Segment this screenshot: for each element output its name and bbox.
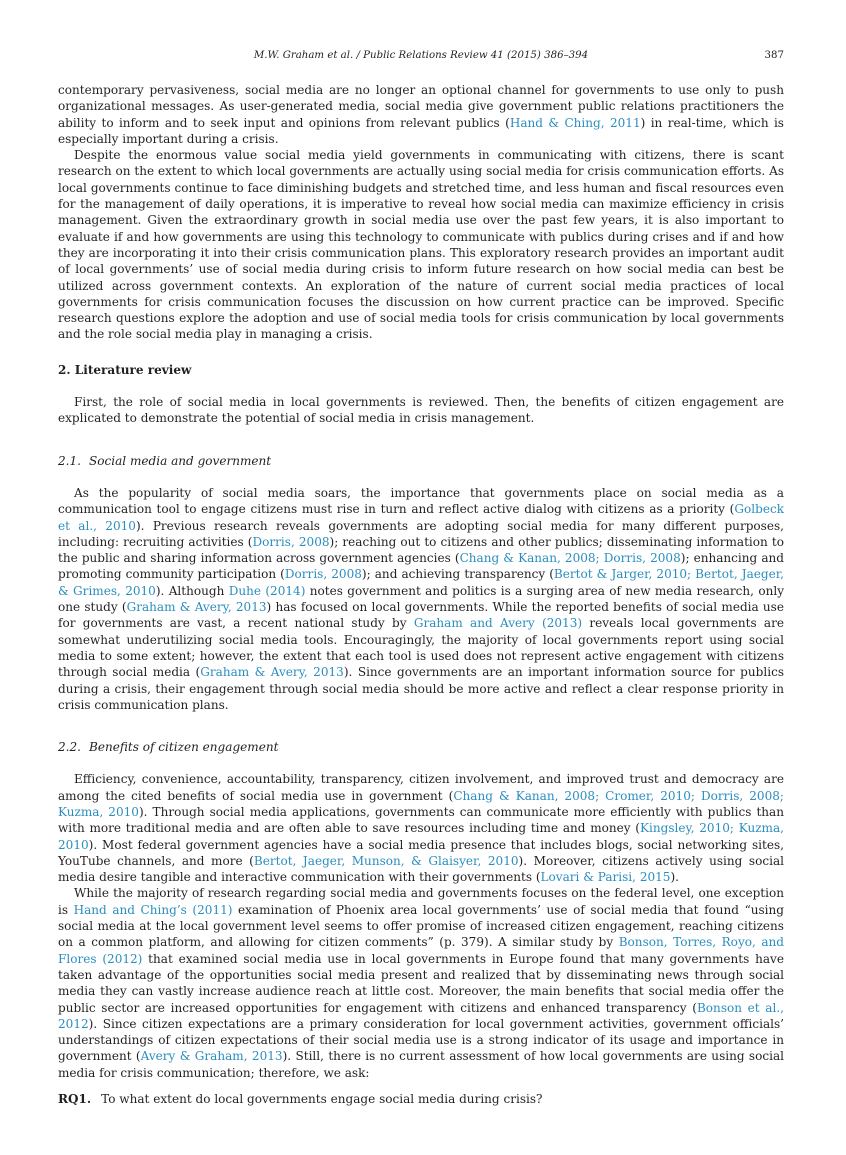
- paragraph-text: ); enhancing and promoting community participation (: [58, 551, 784, 582]
- citation-link[interactable]: Hand and Ching’s (2011): [73, 902, 233, 917]
- paragraph-text: Efficiency, convenience, accountability, transparency, citizen involvement, and improved trust and democracy are among the cited benefits of social media use in government (: [58, 772, 784, 803]
- citation-link[interactable]: Avery & Graham, 2013: [140, 1049, 283, 1064]
- subsection-title: Social media and government: [89, 453, 272, 468]
- citation-link[interactable]: Graham & Avery, 2013: [200, 665, 344, 680]
- subsection-number: 2.1.: [58, 453, 81, 468]
- citation-link[interactable]: Chang & Kanan, 2008; Cromer, 2010; Dorris, 2008; Kuzma, 2010: [58, 788, 784, 819]
- paragraph-text: First, the role of social media in local governments is reviewed. Then, the benefits of citizen engagement are explicated to demonstrate the potential of social media in crisis management.: [58, 395, 784, 426]
- citation-link[interactable]: Duhe (2014): [228, 583, 306, 598]
- literature-review-paragraph: [58, 394, 784, 427]
- subsection-number: 2.2.: [58, 740, 81, 755]
- paragraph-text: ) in real-time, which is especially important during a crisis.: [58, 115, 784, 146]
- paragraph-text: ); reaching out to citizens and other publics; disseminating information to the public and sharing information across government agencies (: [58, 534, 784, 566]
- paragraph-text: ). Most federal government agencies have a social media presence that includes blogs, social networking sites, YouTube channels, and more (: [58, 837, 784, 868]
- paragraph-text: ) has focused on local governments. While the reported benefits of social media use for governments are vast, a recent national study by: [58, 600, 784, 631]
- citation-link[interactable]: Bonson et al., 2012: [58, 1000, 784, 1031]
- intro-paragraph-1: [58, 82, 784, 147]
- rq-label: RQ1.: [58, 1092, 92, 1107]
- citation-link[interactable]: Lovari & Parisi, 2015: [540, 870, 671, 885]
- paragraph-text: ). Still, there is no current assessment of how local governments are using social media for crisis communication; therefore, we ask:: [58, 1049, 785, 1080]
- paragraph-text: ). Since citizen expectations are a primary consideration for local government activities, government officials’ understandings of citizen expectations of their social media use is a strong indicator of its usage and importance in government (: [58, 1016, 784, 1064]
- subsection-heading-2-2: [58, 739, 784, 755]
- citation-link[interactable]: Graham and Avery (2013): [413, 616, 583, 631]
- paragraph-text: examination of Phoenix area local governments’ use of social media that found “using social media at the local government level seems to offer promise of increased citizen engagement, reaching citizens on a common platform, and allowing for citizen comments” (p. 379). A similar study by: [58, 902, 784, 950]
- paragraph-text: contemporary pervasiveness, social media are no longer an optional channel for governments to use only to push organizational messages. As user-generated media, social media give government public relations practitioners the ability to inform and to seek input and opinions from relevant publics (: [58, 83, 784, 130]
- citation-link[interactable]: Golbeck et al., 2010: [58, 502, 784, 533]
- page-number: 387: [764, 50, 784, 61]
- paragraph-text: that examined social media use in local governments in Europe found that many governments have taken advantage of the opportunities social media present and realized that by disseminating news through social media they can vastly increase audience reach at little cost. Moreover, the main benefits that social media offer the public sector are increased opportunities for engagement with citizens and enhanced transparency (: [58, 951, 784, 1015]
- subsection-title: Benefits of citizen engagement: [89, 740, 279, 755]
- paragraph-text: ); and achieving transparency (: [361, 567, 554, 582]
- paragraph-text: ).: [670, 870, 680, 885]
- citizen-engagement-paragraph-2: [58, 885, 784, 1081]
- paragraph-text: ). Previous research reveals governments are adopting social media for many different purposes, including: recruiting activities (: [58, 518, 784, 549]
- citation-link[interactable]: Bertot & Jarger, 2010; Bertot, Jaeger, & Grimes, 2010: [58, 567, 785, 598]
- running-title: M.W. Graham et al. / Public Relations Review 41 (2015) 386–394: [253, 50, 589, 61]
- citation-link[interactable]: Hand & Ching, 2011: [509, 115, 641, 130]
- subsection-heading-2-1: [58, 453, 784, 469]
- paragraph-text: reveals local governments are somewhat underutilizing social media tools. Encouragingly, the majority of local governments report using social media to some extent; however, the extent that each tool is used does not represent active engagement with citizens through social media (: [58, 616, 784, 680]
- article-page: [58, 50, 784, 1107]
- citation-link[interactable]: Graham & Avery, 2013: [126, 600, 267, 615]
- citation-link[interactable]: Bertot, Jaeger, Munson, & Glaisyer, 2010: [253, 853, 519, 868]
- paragraph-text: ). Moreover, citizens actively using social media desire tangible and interactive communication with their governments (: [58, 853, 784, 885]
- paragraph-text: As the popularity of social media soars, the importance that governments place on social media as a communication tool to engage citizens must rise in turn and reflect active dialog with citizens as a priority (: [58, 485, 784, 517]
- research-question-1: [58, 1091, 784, 1107]
- citation-link[interactable]: Dorris, 2008: [284, 567, 362, 582]
- citation-link[interactable]: Chang & Kanan, 2008; Dorris, 2008: [459, 551, 681, 566]
- citizen-engagement-paragraph-1: [58, 771, 784, 885]
- paragraph-text: ). Although: [155, 583, 229, 598]
- social-media-government-paragraph: [58, 485, 784, 713]
- paragraph-text: notes government and politics is a surging area of new media research, only one study (: [58, 583, 784, 615]
- running-header: [58, 50, 784, 68]
- citation-link[interactable]: Kingsley, 2010; Kuzma, 2010: [58, 821, 784, 852]
- section-heading-literature-review: 2. Literature review: [58, 362, 192, 377]
- paragraph-text: ). Through social media applications, governments can communicate more efficiently with publics than with more traditional media and are often able to save resources including time and money (: [58, 804, 784, 836]
- citation-link[interactable]: Dorris, 2008: [252, 534, 330, 549]
- intro-paragraph-2: [58, 147, 784, 343]
- paragraph-text: While the majority of research regarding social media and governments focuses on the federal level, one exception is: [58, 886, 784, 917]
- paragraph-text: ). Since governments are an important information source for publics during a crisis, their engagement through social media should be more active and reflect a clear response priority in crisis communication plans.: [58, 665, 784, 712]
- citation-link[interactable]: Bonson, Torres, Royo, and Flores (2012): [58, 935, 784, 966]
- rq-text: To what extent do local governments engage social media during crisis?: [101, 1092, 543, 1107]
- paragraph-text: Despite the enormous value social media yield governments in communicating with citizens, there is scant research on the extent to which local governments are actually using social media for crisis communication efforts. As local governments continue to face diminishing budgets and stretched time, and less human and fiscal resources even for the management of daily operations, it is imperative to reveal how social media can maximize efficiency in crisis management. Given the extraordinary growth in social media use over the past few years, it is also important to evaluate if and how governments are using this technology to communicate with publics during crises and if and how they are incorporating it into their crisis communication plans. This exploratory research provides an important audit of local governments’ use of social media during crisis to inform future research on how social media can best be utilized across government contexts. An exploration of the nature of current social media practices of local governments for crisis communication focuses the discussion on how current practice can be improved. Specific research questions explore the adoption and use of social media tools for crisis communication by local governments and the role social media play in managing a crisis.: [58, 148, 784, 342]
